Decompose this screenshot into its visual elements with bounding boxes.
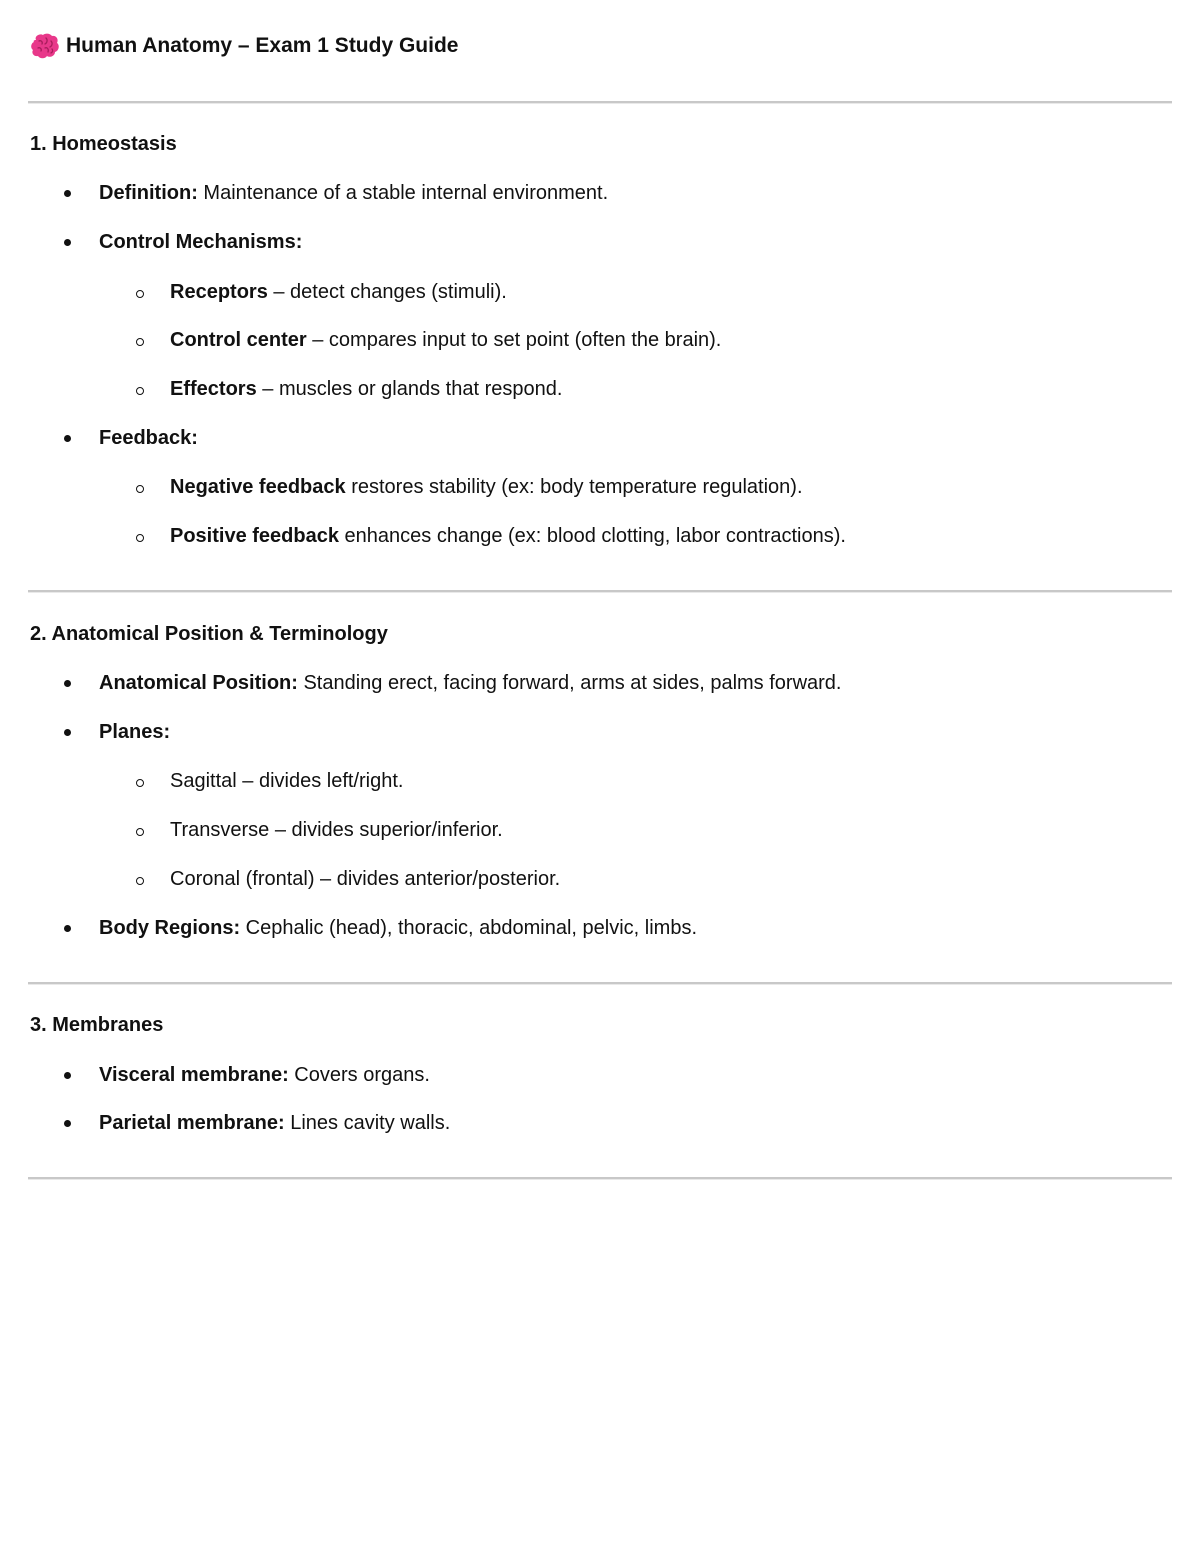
list-item	[99, 916, 697, 940]
item-text: enhances change (ex: blood clotting, labor contractions).	[338, 525, 846, 547]
list-item	[99, 230, 302, 254]
sub-list-item	[170, 818, 503, 842]
divider	[28, 982, 1172, 985]
sub-list-item	[170, 280, 507, 304]
sub-bullet-icon	[136, 290, 144, 298]
sub-bullet-icon	[136, 779, 144, 787]
divider	[28, 590, 1172, 593]
item-label: Parietal membrane:	[99, 1112, 285, 1134]
sub-bullet-icon	[136, 534, 144, 542]
bullet-icon	[64, 190, 71, 197]
item-text: – detect changes (stimuli).	[267, 281, 507, 303]
sub-bullet-icon	[136, 387, 144, 395]
brain-icon	[30, 32, 60, 60]
item-label: Feedback:	[99, 427, 198, 449]
sub-bullet-icon	[136, 828, 144, 836]
item-label: Receptors	[170, 281, 268, 303]
item-text: restores stability (ex: body temperature regulation).	[345, 476, 803, 498]
item-label: Definition:	[99, 182, 198, 204]
bullet-icon	[64, 239, 71, 246]
item-text: – compares input to set point (often the brain).	[306, 329, 722, 351]
item-text: Maintenance of a stable internal environment.	[197, 182, 609, 204]
item-label: Negative feedback	[170, 476, 346, 498]
bullet-icon	[64, 925, 71, 932]
bullet-icon	[64, 680, 71, 687]
item-label: Anatomical Position:	[99, 672, 298, 694]
item-text: Covers organs.	[288, 1064, 430, 1086]
list-item	[99, 720, 170, 744]
list-item	[99, 1111, 450, 1135]
item-text: Sagittal – divides left/right.	[170, 770, 404, 792]
item-text: – muscles or glands that respond.	[256, 378, 563, 400]
list-item	[99, 426, 198, 450]
bullet-icon	[64, 1072, 71, 1079]
item-text: Transverse – divides superior/inferior.	[170, 819, 503, 841]
item-label: Effectors	[170, 378, 257, 400]
list-item	[99, 671, 841, 695]
item-label: Body Regions:	[99, 917, 241, 939]
item-text: Cephalic (head), thoracic, abdominal, pelvic, limbs.	[240, 917, 697, 939]
section-heading: 3. Membranes	[30, 1014, 164, 1036]
bullet-icon	[64, 729, 71, 736]
bullet-icon	[64, 1120, 71, 1127]
document-title-text: Human Anatomy – Exam 1 Study Guide	[66, 34, 459, 57]
sub-bullet-icon	[136, 485, 144, 493]
section-heading: 2. Anatomical Position & Terminology	[30, 623, 388, 645]
item-text: Standing erect, facing forward, arms at sides, palms forward.	[297, 672, 842, 694]
sub-list-item	[170, 377, 562, 401]
sub-list-item	[170, 475, 803, 499]
list-item	[99, 181, 608, 205]
document-title	[30, 32, 458, 60]
sub-bullet-icon	[136, 338, 144, 346]
item-label: Positive feedback	[170, 525, 339, 547]
item-label: Planes:	[99, 721, 171, 743]
sub-list-item	[170, 328, 721, 352]
section-heading: 1. Homeostasis	[30, 133, 177, 155]
divider	[28, 101, 1172, 104]
item-label: Control Mechanisms:	[99, 231, 303, 253]
item-label: Control center	[170, 329, 307, 351]
bullet-icon	[64, 435, 71, 442]
divider	[28, 1177, 1172, 1180]
item-text: Lines cavity walls.	[284, 1112, 451, 1134]
item-label: Visceral membrane:	[99, 1064, 289, 1086]
item-text: Coronal (frontal) – divides anterior/posterior.	[170, 868, 561, 890]
list-item	[99, 1063, 430, 1087]
sub-list-item	[170, 524, 846, 548]
sub-bullet-icon	[136, 877, 144, 885]
sub-list-item	[170, 867, 560, 891]
sub-list-item	[170, 769, 403, 793]
